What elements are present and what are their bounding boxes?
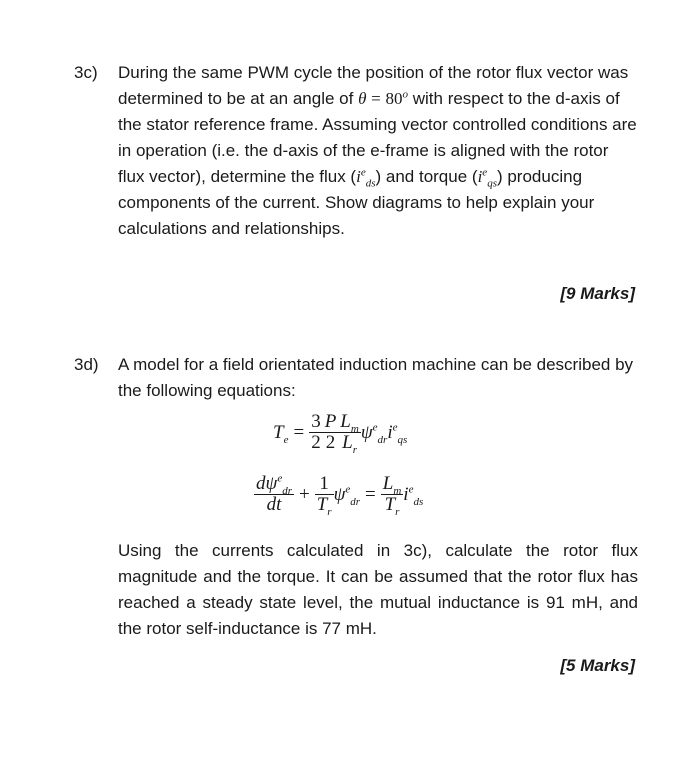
question-3d-closing: Using the currents calculated in 3c), calculate the rotor flux magnitude and the torque. It can be assumed that the rotor flux has reached a steady state level, the mutual inductance is 91 mH, and the rotor self-inductance is 77 mH. xyxy=(118,541,638,638)
psi-dr-symbol: $\psi^e_{dr}$ xyxy=(360,421,388,446)
fraction-lm-over-tr: $\frac{L_m}{T_r}$ xyxy=(382,473,402,518)
equals-sign: = xyxy=(371,89,381,108)
flux-dynamics-equation: $\frac{d\psi^e_{dr}}{dt}$ + $\frac{1}{T_r}$ $\psi^e_{dr}$ = $\frac{L_m}{T_r}$ $i^e_{ds}$ xyxy=(256,472,424,518)
question-number-3c: 3c) xyxy=(74,63,98,82)
fraction-lm-over-lr: $\frac{L_m}{L_r}$ xyxy=(340,411,359,456)
question-3c-text xyxy=(118,60,638,242)
theta-symbol: θ xyxy=(358,89,367,108)
iqs-symbol: $i^e_{qs}$ xyxy=(477,166,497,190)
question-number-3d: 3d) xyxy=(74,355,99,374)
question-3d-intro: A model for a field orientated induction machine can be described by the following equations: xyxy=(118,355,634,400)
psi-dr-symbol-2: $\psi^e_{dr}$ xyxy=(333,483,361,508)
q3c-text-part-d: ) producing components of the current. Show diagrams to help explain your calculations and relationships. xyxy=(118,167,595,238)
q3c-text-part-a: During the same PWM cycle the position of the rotor flux vector was determined to be at an angle of xyxy=(118,63,629,108)
q3c-text-part-b: with respect to the d-axis of the stator reference frame. Assuming vector controlled conditions are in operation (i.e. the d-axis of the e-frame is aligned with the rotor flux vector), determine the flux ( xyxy=(118,89,637,186)
torque-equation: $T_e$ = $\frac{3}{2}$ $\frac{P}{2}$ $\frac{L_m}{L_r}$ $\psi^e_{dr}$ $i^e_{qs}$ xyxy=(273,411,408,456)
ids-symbol: $i^e_{ds}$ xyxy=(356,166,376,190)
fraction-1-over-tr: $\frac{1}{T_r}$ xyxy=(316,473,332,518)
ids-eq-symbol: $i^e_{ds}$ xyxy=(403,483,424,508)
angle-value: 80$^o$ xyxy=(385,88,408,108)
marks-3c: [9 Marks] xyxy=(560,284,635,303)
fraction-3-over-2: $\frac{3}{2}$ xyxy=(311,411,321,453)
marks-3d: [5 Marks] xyxy=(560,656,635,675)
derivative-psi-dr: $\frac{d\psi^e_{dr}}{dt}$ xyxy=(256,472,292,515)
iqs-eq-symbol: $i^e_{qs}$ xyxy=(387,421,408,446)
torque-lhs: $T_e$ xyxy=(273,421,289,446)
q3c-text-part-c: ) and torque ( xyxy=(375,167,478,186)
fraction-p-over-2: $\frac{P}{2}$ xyxy=(324,411,337,453)
